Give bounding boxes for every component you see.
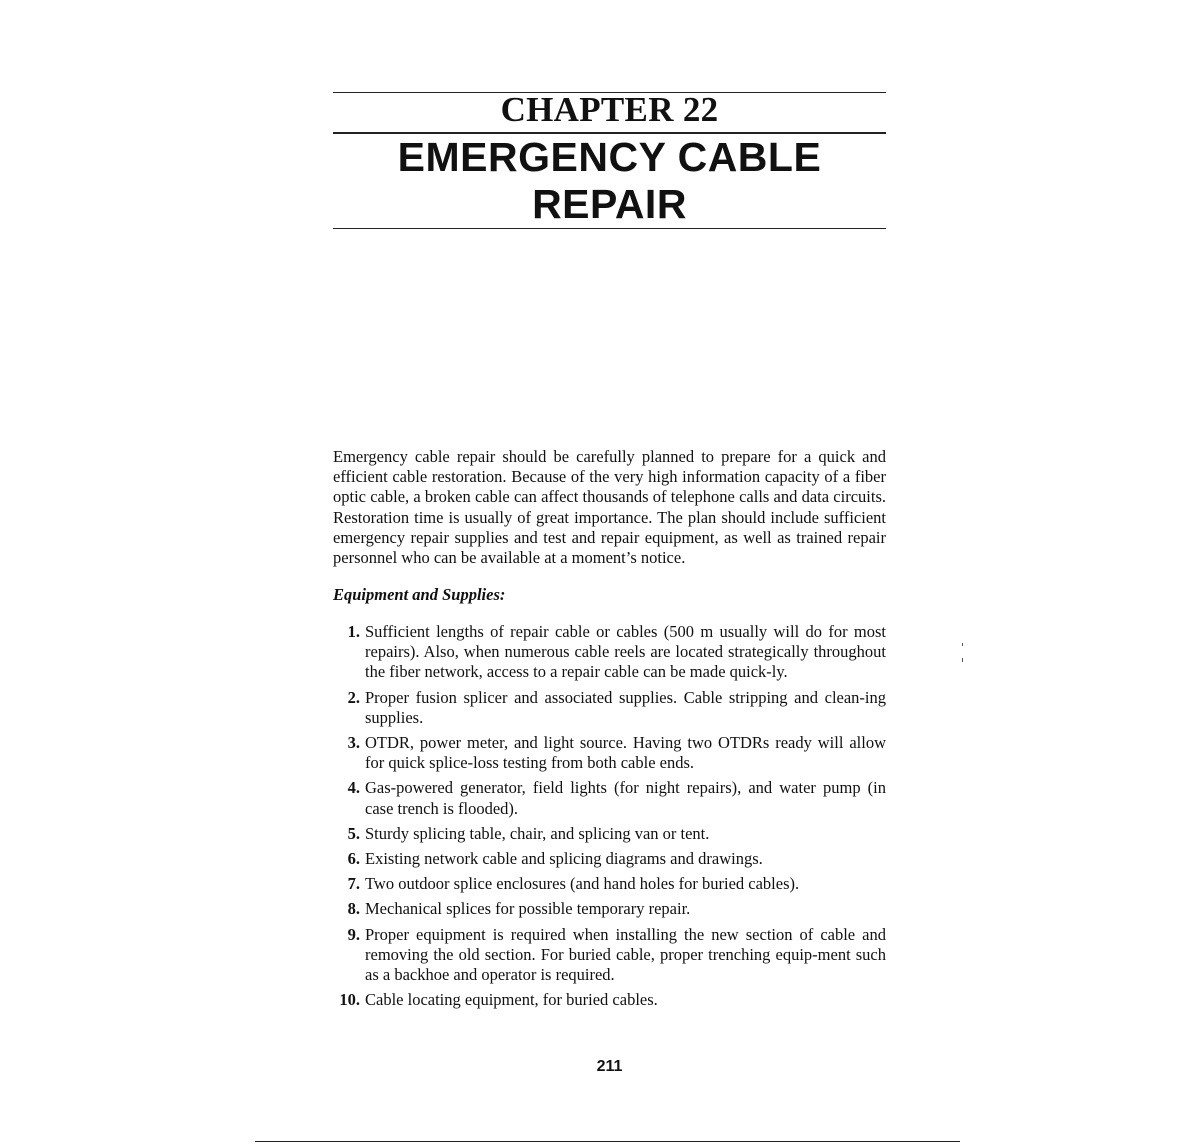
list-item-text: Mechanical splices for possible temporary repair. — [365, 899, 691, 919]
list-item-number: 8. — [347, 899, 360, 919]
intro-paragraph: Emergency cable repair should be carefully planned to prepare for a quick and efficient cable restoration. Because of the very high information capacity of a fiber optic cable, a broken cable can affect thousands of telephone calls and data circuits. Restoration time is usually of great importance. The plan should include sufficient emergency repair supplies and test and repair equipment, as well as trained repair personnel who can be available at a moment’s notice. — [333, 447, 886, 568]
list-item-text: Two outdoor splice enclosures (and hand holes for buried cables). — [365, 874, 800, 894]
equipment-list — [333, 622, 886, 1015]
list-item-number: 4. — [347, 778, 360, 798]
list-item-number: 6. — [347, 849, 360, 869]
scan-speck — [962, 658, 963, 662]
list-item — [333, 899, 886, 919]
list-item-text: Cable locating equipment, for buried cables. — [365, 990, 658, 1010]
scan-speck — [962, 643, 963, 646]
list-item-text: Proper equipment is required when installing the new section of cable and removing the old section. For buried cable, proper trenching equip-ment such as a backhoe and operator is required. — [365, 924, 886, 985]
list-item-number: 5. — [347, 823, 360, 843]
list-item — [333, 874, 886, 894]
list-item-number: 3. — [347, 733, 360, 753]
chapter-title-line-2: REPAIR — [532, 181, 687, 227]
list-item — [333, 733, 886, 773]
page-number: 211 — [596, 1058, 623, 1075]
list-item — [333, 849, 886, 869]
list-item-text: OTDR, power meter, and light source. Having two OTDRs ready will allow for quick splice-loss testing from both cable ends. — [365, 733, 886, 773]
list-item-number: 9. — [347, 924, 360, 944]
list-item-number: 1. — [347, 622, 360, 641]
bottom-rule — [333, 228, 886, 229]
page-edge-rule — [255, 1141, 960, 1142]
chapter-label: CHAPTER 22 — [500, 90, 719, 129]
list-item-text: Proper fusion splicer and associated supplies. Cable stripping and clean-ing supplies. — [365, 687, 886, 727]
chapter-title-line-1: EMERGENCY CABLE — [397, 134, 822, 180]
list-item — [333, 622, 886, 683]
list-item — [333, 688, 886, 728]
list-item — [333, 925, 886, 986]
list-item — [333, 990, 886, 1010]
chapter-title — [333, 134, 886, 228]
list-item-text: Sufficient lengths of repair cable or cables (500 m usually will do for most repairs). Also, when numerous cable reels are located strategically throughout the fiber network, access to a repair cable can be made quick-ly. — [365, 622, 886, 682]
list-item-number: 2. — [347, 687, 360, 707]
list-item — [333, 778, 886, 818]
list-item-number: 7. — [347, 874, 360, 894]
list-item-text: Existing network cable and splicing diagrams and drawings. — [365, 849, 763, 869]
list-item-number: 10. — [339, 990, 360, 1010]
list-item-text: Gas-powered generator, field lights (for night repairs), and water pump (in case trench is flooded). — [365, 778, 886, 818]
list-item — [333, 824, 886, 844]
list-item-text: Sturdy splicing table, chair, and splicing van or tent. — [365, 823, 710, 843]
section-heading: Equipment and Supplies: — [333, 585, 506, 604]
